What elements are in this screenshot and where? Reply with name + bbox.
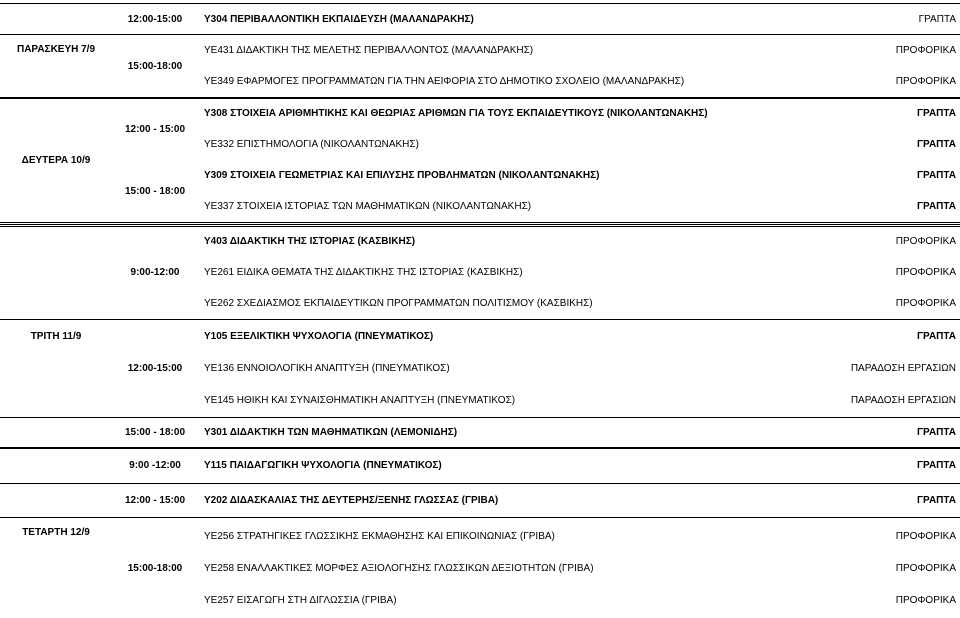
exam-type: ΠΡΟΦΟΡΙΚΑ — [895, 45, 956, 56]
course-name: Υ304 ΠΕΡΙΒΑΛΛΟΝΤΙΚΗ ΕΚΠΑΙΔΕΥΣΗ (ΜΑΛΑΝΔΡΑΚΗΣ) — [204, 13, 474, 25]
exam-type: ΓΡΑΠΤΑ — [918, 13, 956, 25]
time-slot: 15:00-18:00 — [127, 562, 183, 574]
exam-type: ΠΡΟΦΟΡΙΚΑ — [895, 298, 956, 309]
exam-type: ΠΡΟΦΟΡΙΚΑ — [895, 594, 956, 606]
course-name: Υ115 ΠΑΙΔΑΓΩΓΙΚΗ ΨΥΧΟΛΟΓΙΑ (ΠΝΕΥΜΑΤΙΚΟΣ) — [204, 460, 442, 471]
day-label: ΠΑΡΑΣΚΕΥΗ 7/9 — [16, 43, 96, 55]
course-name: Υ301 ΔΙΔΑΚΤΙΚΗ ΤΩΝ ΜΑΘΗΜΑΤΙΚΩΝ (ΛΕΜΟΝΙΔΗΣ) — [204, 427, 458, 438]
time-slot: 12:00-15:00 — [127, 363, 183, 374]
exam-type: ΓΡΑΠΤΑ — [917, 139, 956, 150]
course-name: ΥΕ349 ΕΦΑΡΜΟΓΕΣ ΠΡΟΓΡΑΜΜΑΤΩΝ ΓΙΑ ΤΗΝ ΑΕΙΦΟΡΙΑ ΣΤΟ ΔΗΜΟΤΙΚΟ ΣΧΟΛΕΙΟ (ΜΑΛΑΝΔΡΑΚΗΣ) — [204, 76, 685, 87]
time-slot: 12:00 - 15:00 — [124, 123, 186, 135]
exam-type: ΓΡΑΠΤΑ — [917, 495, 956, 506]
course-name: ΥΕ136 ΕΝΝΟΙΟΛΟΓΙΚΗ ΑΝΑΠΤΥΞΗ (ΠΝΕΥΜΑΤΙΚΟΣ) — [204, 362, 450, 374]
course-name: ΥΕ262 ΣΧΕΔΙΑΣΜΟΣ ΕΚΠΑΙΔΕΥΤΙΚΩΝ ΠΡΟΓΡΑΜΜΑΤΩΝ ΠΟΛΙΤΙΣΜΟΥ (ΚΑΣΒΙΚΗΣ) — [204, 298, 593, 309]
time-slot: 15:00 - 18:00 — [124, 427, 186, 438]
exam-type: ΓΡΑΠΤΑ — [917, 460, 956, 471]
course-name: Υ308 ΣΤΟΙΧΕΙΑ ΑΡΙΘΜΗΤΙΚΗΣ ΚΑΙ ΘΕΩΡΙΑΣ ΑΡΙΘΜΩΝ ΓΙΑ ΤΟΥΣ ΕΚΠΑΙΔΕΥΤΙΚΟΥΣ (ΝΙΚΟΛΑΝΤΩΝΑΚΗΣ) — [204, 108, 708, 119]
exam-type: ΓΡΑΠΤΑ — [917, 427, 956, 438]
course-name: ΥΕ257 ΕΙΣΑΓΩΓΗ ΣΤΗ ΔΙΓΛΩΣΣΙΑ (ΓΡΙΒΑ) — [204, 594, 397, 606]
day-label: ΤΕΤΑΡΤΗ 12/9 — [22, 526, 90, 538]
time-slot: 9:00 -12:00 — [129, 460, 181, 471]
day-label: ΔΕΥΤΕΡΑ 10/9 — [21, 154, 91, 166]
time-slot: 15:00 - 18:00 — [124, 185, 186, 197]
exam-type: ΠΡΟΦΟΡΙΚΑ — [895, 236, 956, 247]
time-slot: 12:00 - 15:00 — [124, 495, 186, 506]
day-label: ΤΡΙΤΗ 11/9 — [30, 330, 82, 342]
course-name: ΥΕ258 ΕΝΑΛΛΑΚΤΙΚΕΣ ΜΟΡΦΕΣ ΑΞΙΟΛΟΓΗΣΗΣ ΓΛΩΣΣΙΚΩΝ ΔΕΞΙΟΤΗΤΩΝ (ΓΡΙΒΑ) — [204, 562, 594, 574]
course-name: ΥΕ332 ΕΠΙΣΤΗΜΟΛΟΓΙΑ (ΝΙΚΟΛΑΝΤΩΝΑΚΗΣ) — [204, 139, 419, 150]
time-slot: 12:00-15:00 — [127, 13, 183, 25]
exam-type: ΓΡΑΠΤΑ — [917, 330, 956, 342]
exam-type: ΠΡΟΦΟΡΙΚΑ — [895, 530, 956, 542]
time-slot: 15:00-18:00 — [127, 60, 183, 72]
course-name: Υ202 ΔΙΔΑΣΚΑΛΙΑΣ ΤΗΣ ΔΕΥΤΕΡΗΣ/ΞΕΝΗΣ ΓΛΩΣΣΑΣ (ΓΡΙΒΑ) — [204, 495, 499, 506]
exam-type: ΠΡΟΦΟΡΙΚΑ — [895, 76, 956, 87]
exam-type: ΠΡΟΦΟΡΙΚΑ — [895, 267, 956, 278]
exam-type: ΓΡΑΠΤΑ — [917, 170, 956, 181]
exam-type: ΠΡΟΦΟΡΙΚΑ — [895, 562, 956, 574]
course-name: ΥΕ337 ΣΤΟΙΧΕΙΑ ΙΣΤΟΡΙΑΣ ΤΩΝ ΜΑΘΗΜΑΤΙΚΩΝ (ΝΙΚΟΛΑΝΤΩΝΑΚΗΣ) — [204, 201, 532, 212]
course-name: ΥΕ256 ΣΤΡΑΤΗΓΙΚΕΣ ΓΛΩΣΣΙΚΗΣ ΕΚΜΑΘΗΣΗΣ ΚΑΙ ΕΠΙΚΟΙΝΩΝΙΑΣ (ΓΡΙΒΑ) — [204, 530, 555, 542]
exam-type: ΠΑΡΑΔΟΣΗ ΕΡΓΑΣΙΩΝ — [850, 395, 956, 406]
time-slot: 9:00-12:00 — [130, 267, 180, 278]
row-divider — [0, 222, 960, 223]
exam-type: ΓΡΑΠΤΑ — [917, 108, 956, 119]
course-name: ΥΕ431 ΔΙΔΑΚΤΙΚΗ ΤΗΣ ΜΕΛΕΤΗΣ ΠΕΡΙΒΑΛΛΟΝΤΟΣ (ΜΑΛΑΝΔΡΑΚΗΣ) — [204, 45, 534, 56]
course-name: Υ403 ΔΙΔΑΚΤΙΚΗ ΤΗΣ ΙΣΤΟΡΙΑΣ (ΚΑΣΒΙΚΗΣ) — [204, 236, 416, 247]
course-name: ΥΕ261 ΕΙΔΙΚΑ ΘΕΜΑΤΑ ΤΗΣ ΔΙΔΑΚΤΙΚΗΣ ΤΗΣ ΙΣΤΟΡΙΑΣ (ΚΑΣΒΙΚΗΣ) — [204, 267, 523, 278]
course-name: ΥΕ145 ΗΘΙΚΗ ΚΑΙ ΣΥΝΑΙΣΘΗΜΑΤΙΚΗ ΑΝΑΠΤΥΞΗ (ΠΝΕΥΜΑΤΙΚΟΣ) — [204, 395, 516, 406]
course-name: Υ105 ΕΞΕΛΙΚΤΙΚΗ ΨΥΧΟΛΟΓΙΑ (ΠΝΕΥΜΑΤΙΚΟΣ) — [204, 330, 434, 342]
course-name: Υ309 ΣΤΟΙΧΕΙΑ ΓΕΩΜΕΤΡΙΑΣ ΚΑΙ ΕΠΙΛΥΣΗΣ ΠΡΟΒΛΗΜΑΤΩΝ (ΝΙΚΟΛΑΝΤΩΝΑΚΗΣ) — [204, 170, 600, 181]
exam-type: ΓΡΑΠΤΑ — [917, 201, 956, 212]
exam-type: ΠΑΡΑΔΟΣΗ ΕΡΓΑΣΙΩΝ — [850, 362, 956, 374]
